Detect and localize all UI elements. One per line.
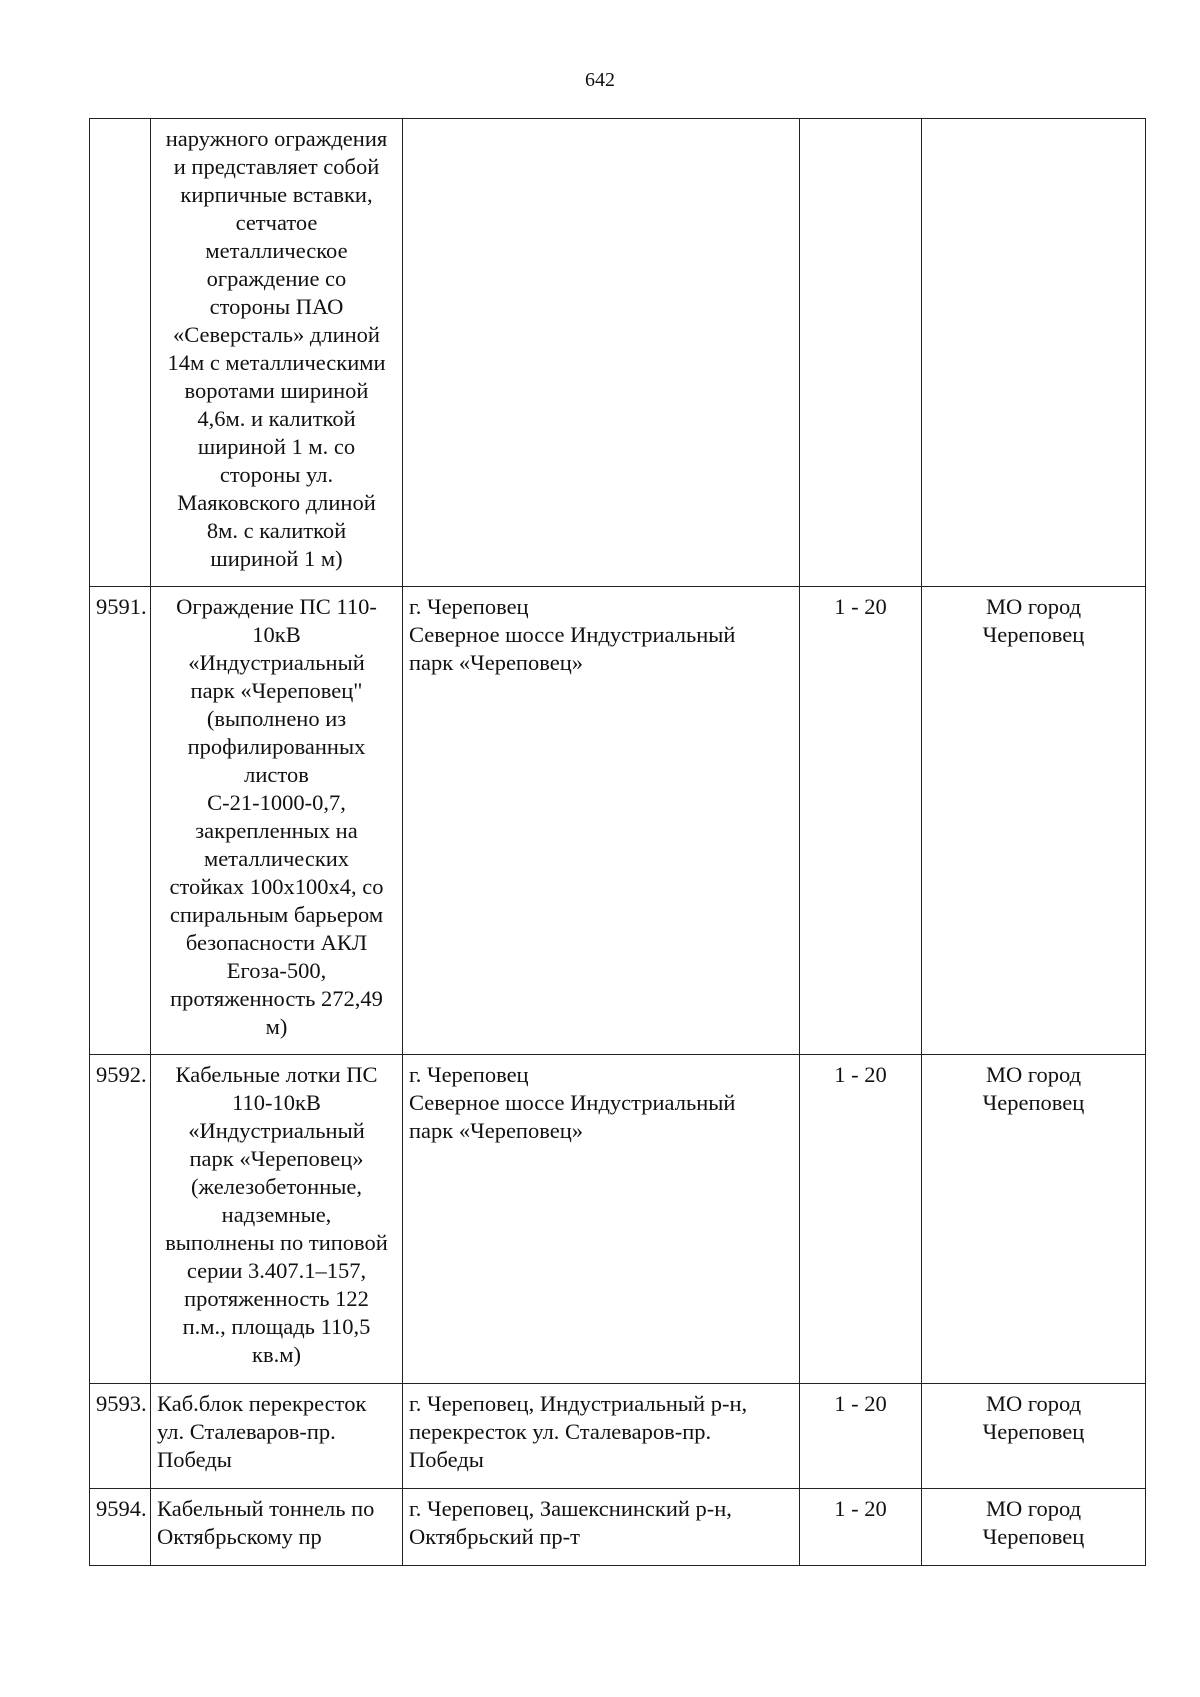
table-row [90,1055,1146,1384]
category-cell: 1 - 20 [800,587,922,1055]
table-row [90,587,1146,1055]
category-cell: 1 - 20 [800,1489,922,1566]
object-description-cell: Кабельный тоннель по Октябрьскому пр [151,1489,403,1566]
table-row [90,119,1146,587]
category-cell [800,119,922,587]
owner-cell: МО город Череповец [922,1384,1146,1489]
registry-table [89,118,1146,1566]
category-cell: 1 - 20 [800,1384,922,1489]
object-description-cell: Ограждение ПС 110- 10кВ «Индустриальный парк «Череповец" (выполнено из профилированных листов С-21-1000-0,7, закрепленных на металлических стойках 100х100х4, со спиральным барьером безопасности АКЛ Егоза-500, протяженность 272,49 м) [151,587,403,1055]
category-cell: 1 - 20 [800,1055,922,1384]
row-number-cell: 9592. [90,1055,151,1384]
address-cell: г. Череповец, Зашекснинский р-н, Октябрьский пр-т [403,1489,800,1566]
page-number: 642 [585,69,615,91]
table-row [90,1489,1146,1566]
owner-cell: МО город Череповец [922,1055,1146,1384]
owner-cell: МО город Череповец [922,1489,1146,1566]
row-number-cell [90,119,151,587]
address-cell: г. Череповец, Индустриальный р-н, перекресток ул. Сталеваров-пр. Победы [403,1384,800,1489]
address-cell: г. Череповец Северное шоссе Индустриальный парк «Череповец» [403,1055,800,1384]
object-description-cell: Каб.блок перекресток ул. Сталеваров-пр. Победы [151,1384,403,1489]
object-description-cell: Кабельные лотки ПС 110-10кВ «Индустриальный парк «Череповец» (железобетонные, надземные, выполнены по типовой серии 3.407.1–157, протяженность 122 п.м., площадь 110,5 кв.м) [151,1055,403,1384]
row-number-cell: 9594. [90,1489,151,1566]
address-cell: г. Череповец Северное шоссе Индустриальный парк «Череповец» [403,587,800,1055]
row-number-cell: 9591. [90,587,151,1055]
owner-cell [922,119,1146,587]
table-row [90,1384,1146,1489]
address-cell [403,119,800,587]
owner-cell: МО город Череповец [922,587,1146,1055]
row-number-cell: 9593. [90,1384,151,1489]
object-description-cell: наружного ограждения и представляет собой кирпичные вставки, сетчатое металлическое ограждение со стороны ПАО «Северсталь» длиной 14м с металлическими воротами шириной 4,6м. и калиткой шириной 1 м. со стороны ул. Маяковского длиной 8м. с калиткой шириной 1 м) [151,119,403,587]
